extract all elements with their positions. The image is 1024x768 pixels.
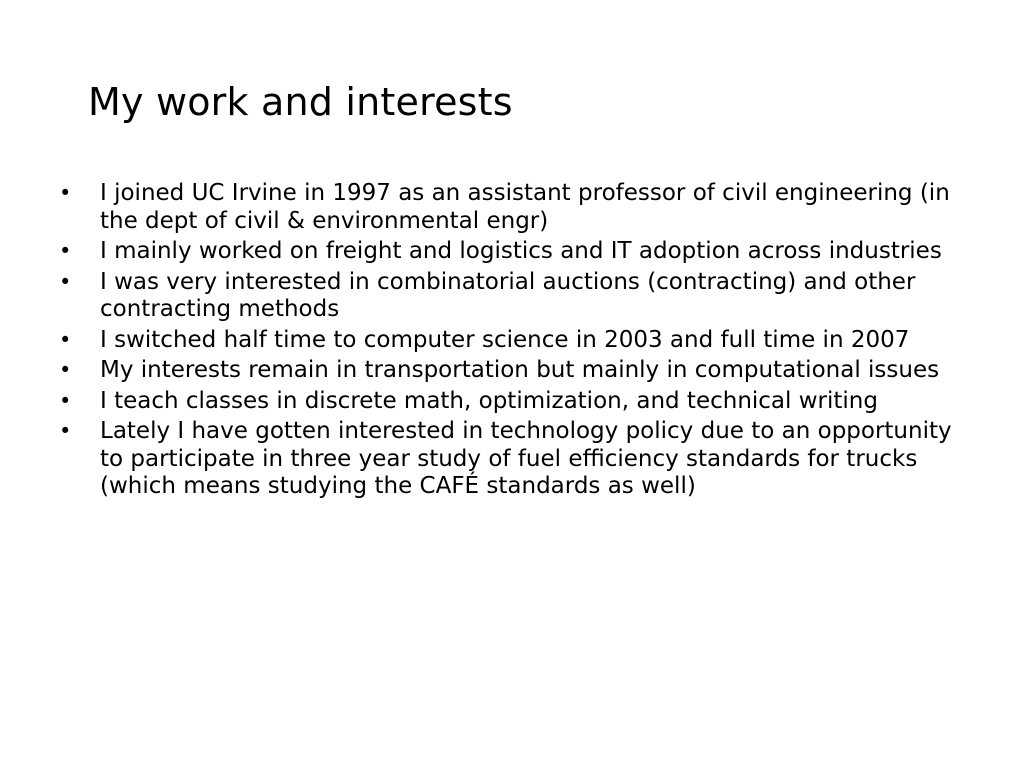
- bullet-item: [58, 269, 973, 324]
- bullet-text: My interests remain in transportation but mainly in computational issues: [100, 357, 940, 383]
- bullet-item: [58, 357, 973, 385]
- bullet-text: I mainly worked on freight and logistics and IT adoption across industries: [100, 238, 942, 264]
- bullet-text: I was very interested in combinatorial auctions (contracting) and other contracting methods: [100, 268, 916, 322]
- bullet-point-icon: •: [59, 358, 72, 382]
- bullet-point-icon: •: [59, 239, 72, 263]
- bullet-point-icon: •: [59, 327, 72, 352]
- bullet-text: I switched half time to computer science in 2003 and full time in 2007: [100, 326, 910, 353]
- bullet-list: [58, 180, 973, 504]
- bullet-item: [58, 388, 973, 416]
- bullet-text: I teach classes in discrete math, optimization, and technical writing: [100, 387, 878, 414]
- bullet-point-icon: •: [59, 388, 72, 413]
- bullet-point-icon: •: [59, 419, 72, 443]
- bullet-text: I joined UC Irvine in 1997 as an assistant professor of civil engineering (in the dept of civil & environmental engr): [100, 180, 950, 234]
- bullet-item: [58, 238, 973, 266]
- bullet-item: [58, 180, 973, 235]
- bullet-text: Lately I have gotten interested in technology policy due to an opportunity to participate in three year study of fuel efficiency standards for trucks (which means studying the CAFÉ standards as well): [100, 418, 952, 499]
- bullet-item: [58, 418, 973, 501]
- bullet-item: [58, 327, 973, 355]
- bullet-point-icon: •: [59, 181, 72, 205]
- slide-title: My work and interests: [88, 80, 513, 124]
- bullet-point-icon: •: [59, 269, 72, 294]
